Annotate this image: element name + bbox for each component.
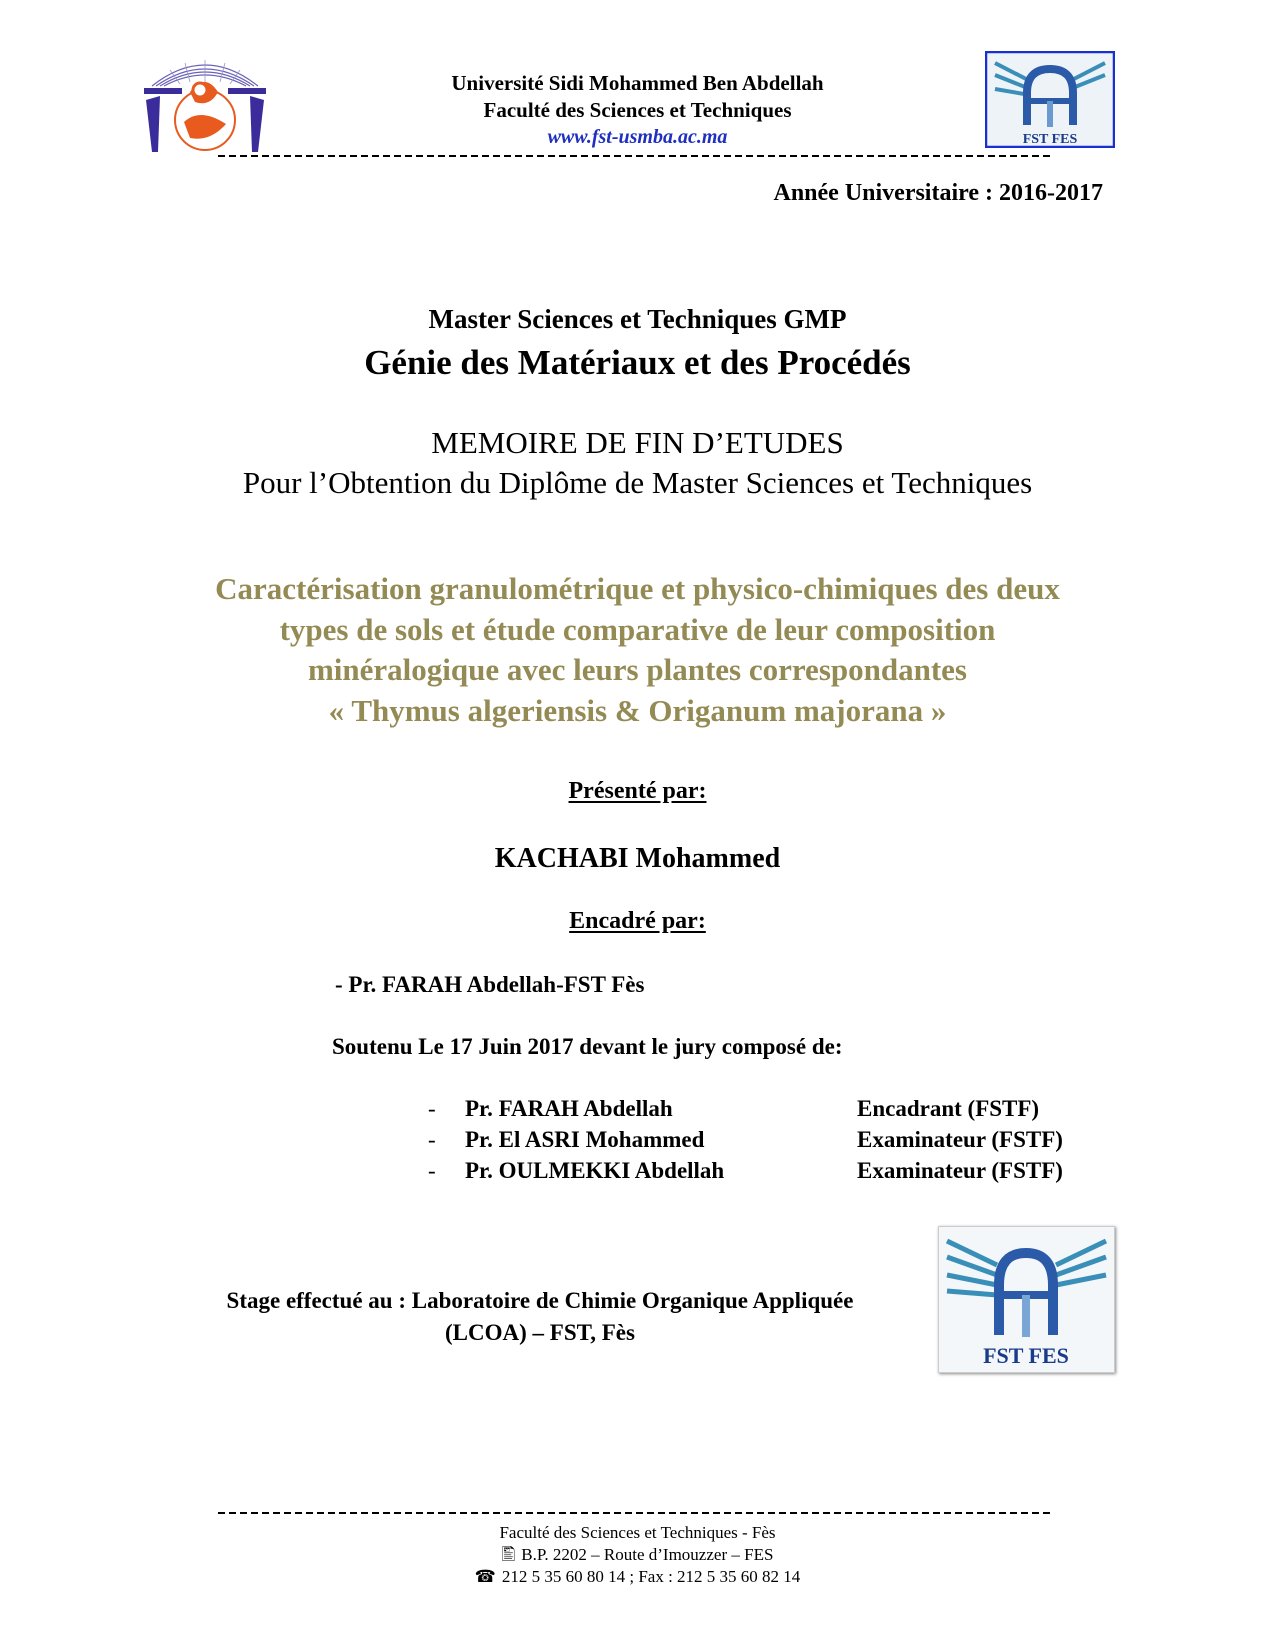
jury-member <box>428 1093 1128 1124</box>
master-program: Master Sciences et Techniques GMP <box>428 304 847 334</box>
jury-member-role: Examinateur (FSTF) <box>857 1127 1063 1152</box>
footer <box>0 1522 1275 1588</box>
jury-member-role: Encadrant (FSTF) <box>857 1096 1040 1121</box>
jury-member-name: Pr. OULMEKKI Abdellah <box>465 1158 725 1183</box>
footer-divider <box>218 1512 1053 1514</box>
header-divider <box>218 155 1053 157</box>
jury-member-role: Examinateur (FSTF) <box>857 1158 1063 1183</box>
fst-fes-logo-large <box>938 1226 1115 1373</box>
list-bullet: - <box>428 1127 436 1152</box>
fst-fes-logo <box>985 51 1115 148</box>
document-type: MEMOIRE DE FIN D’ETUDES <box>431 425 844 460</box>
program-specialty: Génie des Matériaux et des Procédés <box>364 343 911 382</box>
fst-fes-logo-icon <box>939 1227 1114 1372</box>
supervised-by <box>0 908 1275 935</box>
university-logo <box>140 52 270 156</box>
fst-fes-logo-icon <box>985 51 1115 148</box>
thesis-title <box>110 569 1165 731</box>
thesis-title-line: minéralogique avec leurs plantes correspondantes <box>307 652 967 687</box>
jury-member <box>428 1124 1128 1155</box>
svg-text:FST FES: FST FES <box>983 1343 1069 1368</box>
internship-line: (LCOA) – FST, Fès <box>445 1320 635 1345</box>
footer-address-text: B.P. 2202 – Route d’Imouzzer – FES <box>521 1545 774 1564</box>
jury-member <box>428 1155 1128 1186</box>
list-bullet: - <box>428 1158 436 1183</box>
presented-by <box>0 778 1275 805</box>
supervised-by-label: Encadré par: <box>569 908 706 934</box>
usmba-logo-icon <box>140 52 270 156</box>
telephone-icon: ☎ <box>474 1567 496 1586</box>
institution-header <box>300 70 975 150</box>
university-name: Université Sidi Mohammed Ben Abdellah <box>451 71 824 95</box>
jury-member-name: Pr. El ASRI Mohammed <box>465 1127 705 1152</box>
faculty-name: Faculté des Sciences et Techniques <box>483 98 792 122</box>
thesis-title-line: « Thymus algeriensis & Origanum majorana » <box>328 692 947 728</box>
presented-by-label: Présenté par: <box>568 778 707 804</box>
defense-statement: Soutenu Le 17 Juin 2017 devant le jury composé de: <box>332 1034 843 1059</box>
jury-member-name: Pr. FARAH Abdellah <box>465 1096 673 1121</box>
jury-list <box>428 1093 1128 1186</box>
footer-faculty: Faculté des Sciences et Techniques - Fès <box>499 1523 776 1542</box>
website-link[interactable]: www.fst-usmba.ac.ma <box>547 126 728 148</box>
thesis-title-line: types de sols et étude comparative de leur composition <box>279 611 996 647</box>
mailbox-icon: 🖺 <box>501 1545 516 1564</box>
thesis-title-line: Caractérisation granulométrique et physico-chimiques des deux <box>215 571 1060 606</box>
list-bullet: - <box>428 1096 436 1121</box>
academic-year: Année Universitaire : 2016-2017 <box>773 180 1103 206</box>
degree-line: Pour l’Obtention du Diplôme de Master Sciences et Techniques <box>242 465 1033 500</box>
footer-phone-text: 212 5 35 60 80 14 ; Fax : 212 5 35 60 82 14 <box>501 1567 801 1586</box>
author-name: KACHABI Mohammed <box>494 843 781 874</box>
footer-address <box>0 1544 1275 1566</box>
internship-location <box>155 1285 925 1349</box>
supervisor-name: - Pr. FARAH Abdellah-FST Fès <box>335 972 645 997</box>
svg-text:FST FES: FST FES <box>1022 132 1078 147</box>
footer-phone <box>0 1566 1275 1588</box>
internship-line: Stage effectué au : Laboratoire de Chimie Organique Appliquée <box>226 1288 854 1313</box>
